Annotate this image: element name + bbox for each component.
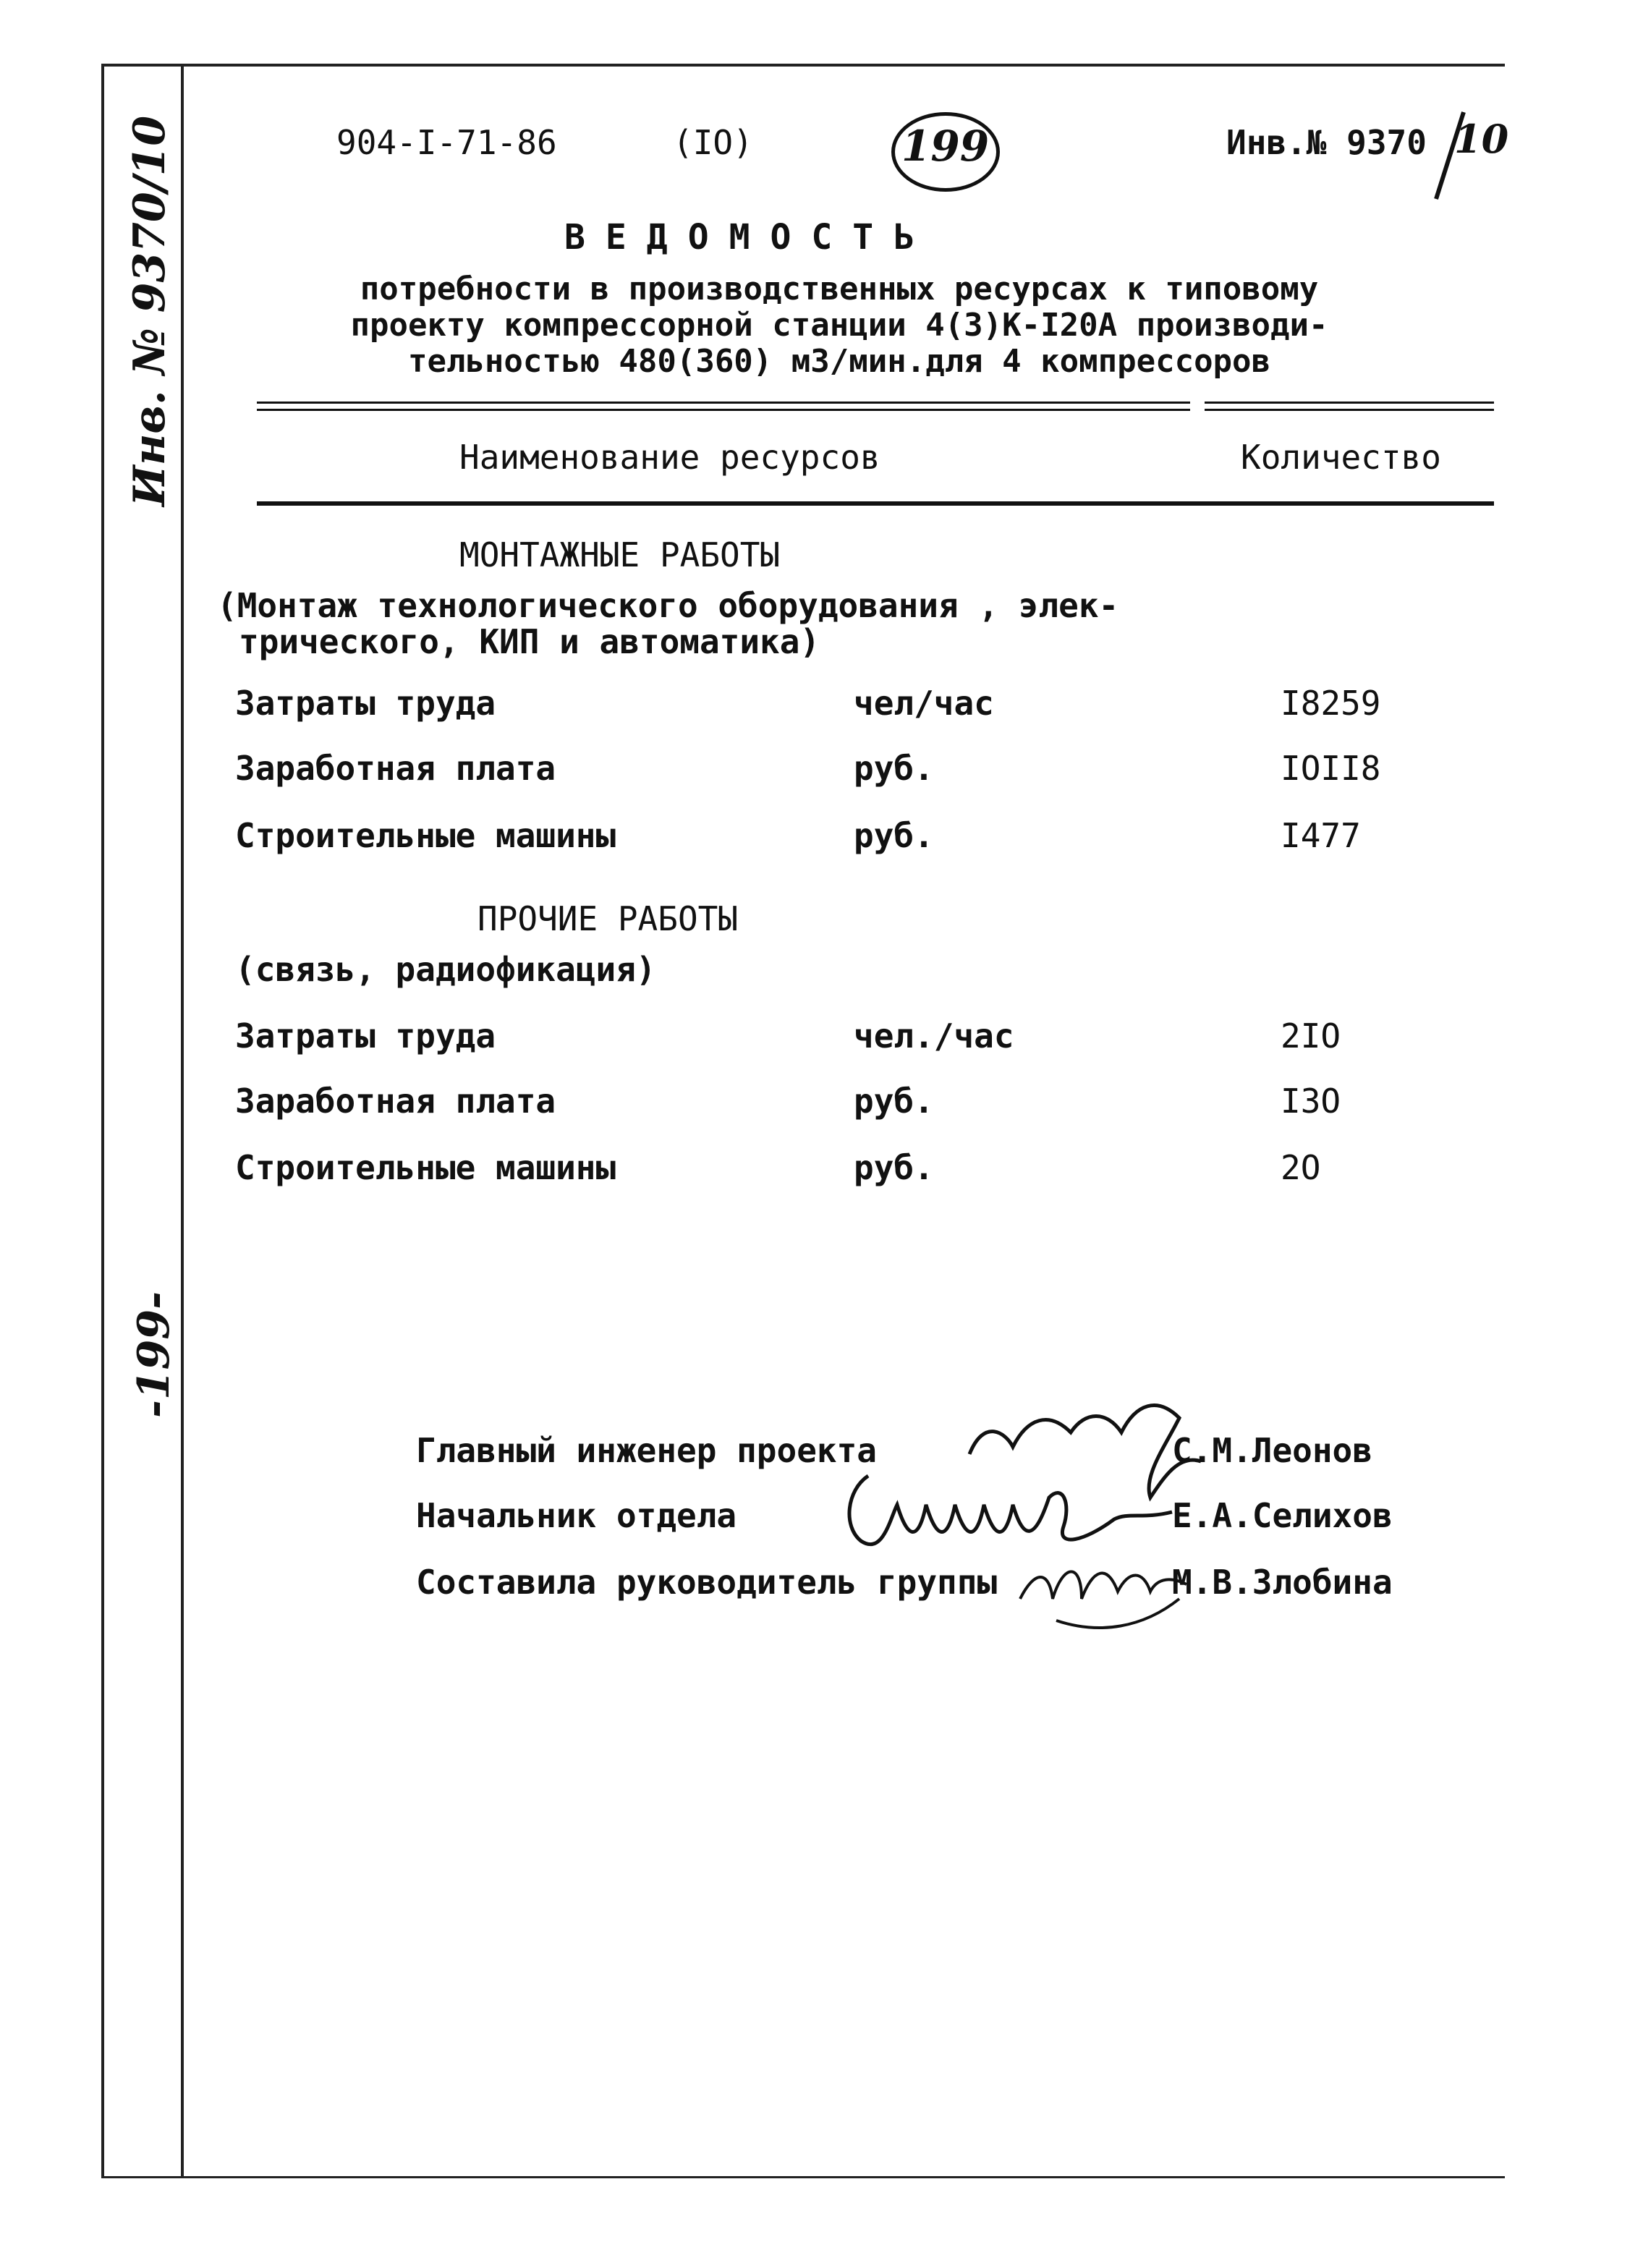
row-unit: чел/час (854, 684, 994, 723)
section-note-other: (связь, радиофикация) (235, 950, 656, 989)
row-quantity: 2O (1281, 1148, 1321, 1187)
title-line-1: потребности в производственных ресурсах к типовому (360, 271, 1319, 307)
document-title: ВЕДОМОСТЬ (564, 217, 935, 258)
section-heading-other: ПРОЧИЕ РАБОТЫ (477, 899, 739, 938)
header-double-rule-left (257, 402, 1190, 411)
section-note-mounting-2: трического, КИП и автоматика) (239, 622, 820, 661)
side-page-mark: -199- (129, 1291, 179, 1418)
row-name: Затраты труда (235, 684, 496, 723)
row-name: Затраты труда (235, 1016, 496, 1056)
signature-role: Главный инженер проекта (416, 1431, 877, 1470)
title-line-2: проекту компрессорной станции 4(3)К-I20А производи- (350, 307, 1328, 344)
row-unit: руб. (854, 1082, 934, 1121)
inventory-number: Инв.№ 9370 (1226, 123, 1427, 162)
row-quantity: I3O (1281, 1082, 1341, 1121)
frame-left-line (101, 64, 104, 2176)
row-quantity: 2IO (1281, 1016, 1341, 1056)
signature-role: Начальник отдела (416, 1496, 737, 1535)
document-code: 904-I-71-86 (336, 123, 557, 162)
row-quantity: IOII8 (1281, 749, 1381, 788)
signature-name: М.В.Злобина (1172, 1563, 1393, 1602)
row-name: Строительные машины (235, 1148, 616, 1187)
frame-top-line (101, 64, 1505, 67)
row-unit: руб. (854, 816, 934, 855)
side-inv-label: Инв. № 9370/10 (124, 115, 175, 506)
section-heading-mounting: МОНТАЖНЫЕ РАБОТЫ (459, 535, 781, 574)
header-double-rule-right (1205, 402, 1494, 411)
frame-bottom-line (101, 2176, 1505, 2178)
signature-name: Е.А.Селихов (1172, 1496, 1393, 1535)
page-number: 199 (901, 122, 990, 171)
column-header-name: Наименование ресурсов (459, 438, 880, 477)
row-name: Строительные машины (235, 816, 616, 855)
row-name: Заработная плата (235, 1082, 556, 1121)
inventory-suffix: 10 (1454, 116, 1509, 162)
row-unit: чел./час (854, 1016, 1014, 1056)
column-header-quantity: Количество (1241, 438, 1441, 477)
sheet-number: (IO) (673, 123, 753, 162)
signature-scribble-zlobina (1013, 1541, 1201, 1642)
frame-margin-line (181, 64, 184, 2176)
signature-role: Составила руководитель группы (416, 1563, 998, 1602)
row-quantity: I8259 (1281, 684, 1381, 723)
row-unit: руб. (854, 1148, 934, 1187)
section-note-mounting-1: (Монтаж технологического оборудования , элек- (217, 586, 1119, 625)
signature-name: С.М.Леонов (1172, 1431, 1372, 1470)
row-quantity: I477 (1281, 816, 1361, 855)
row-unit: руб. (854, 749, 934, 788)
row-name: Заработная плата (235, 749, 556, 788)
title-line-3: тельностью 480(360) м3/мин.для 4 компрессоров (407, 343, 1271, 380)
header-bottom-rule (257, 501, 1494, 506)
